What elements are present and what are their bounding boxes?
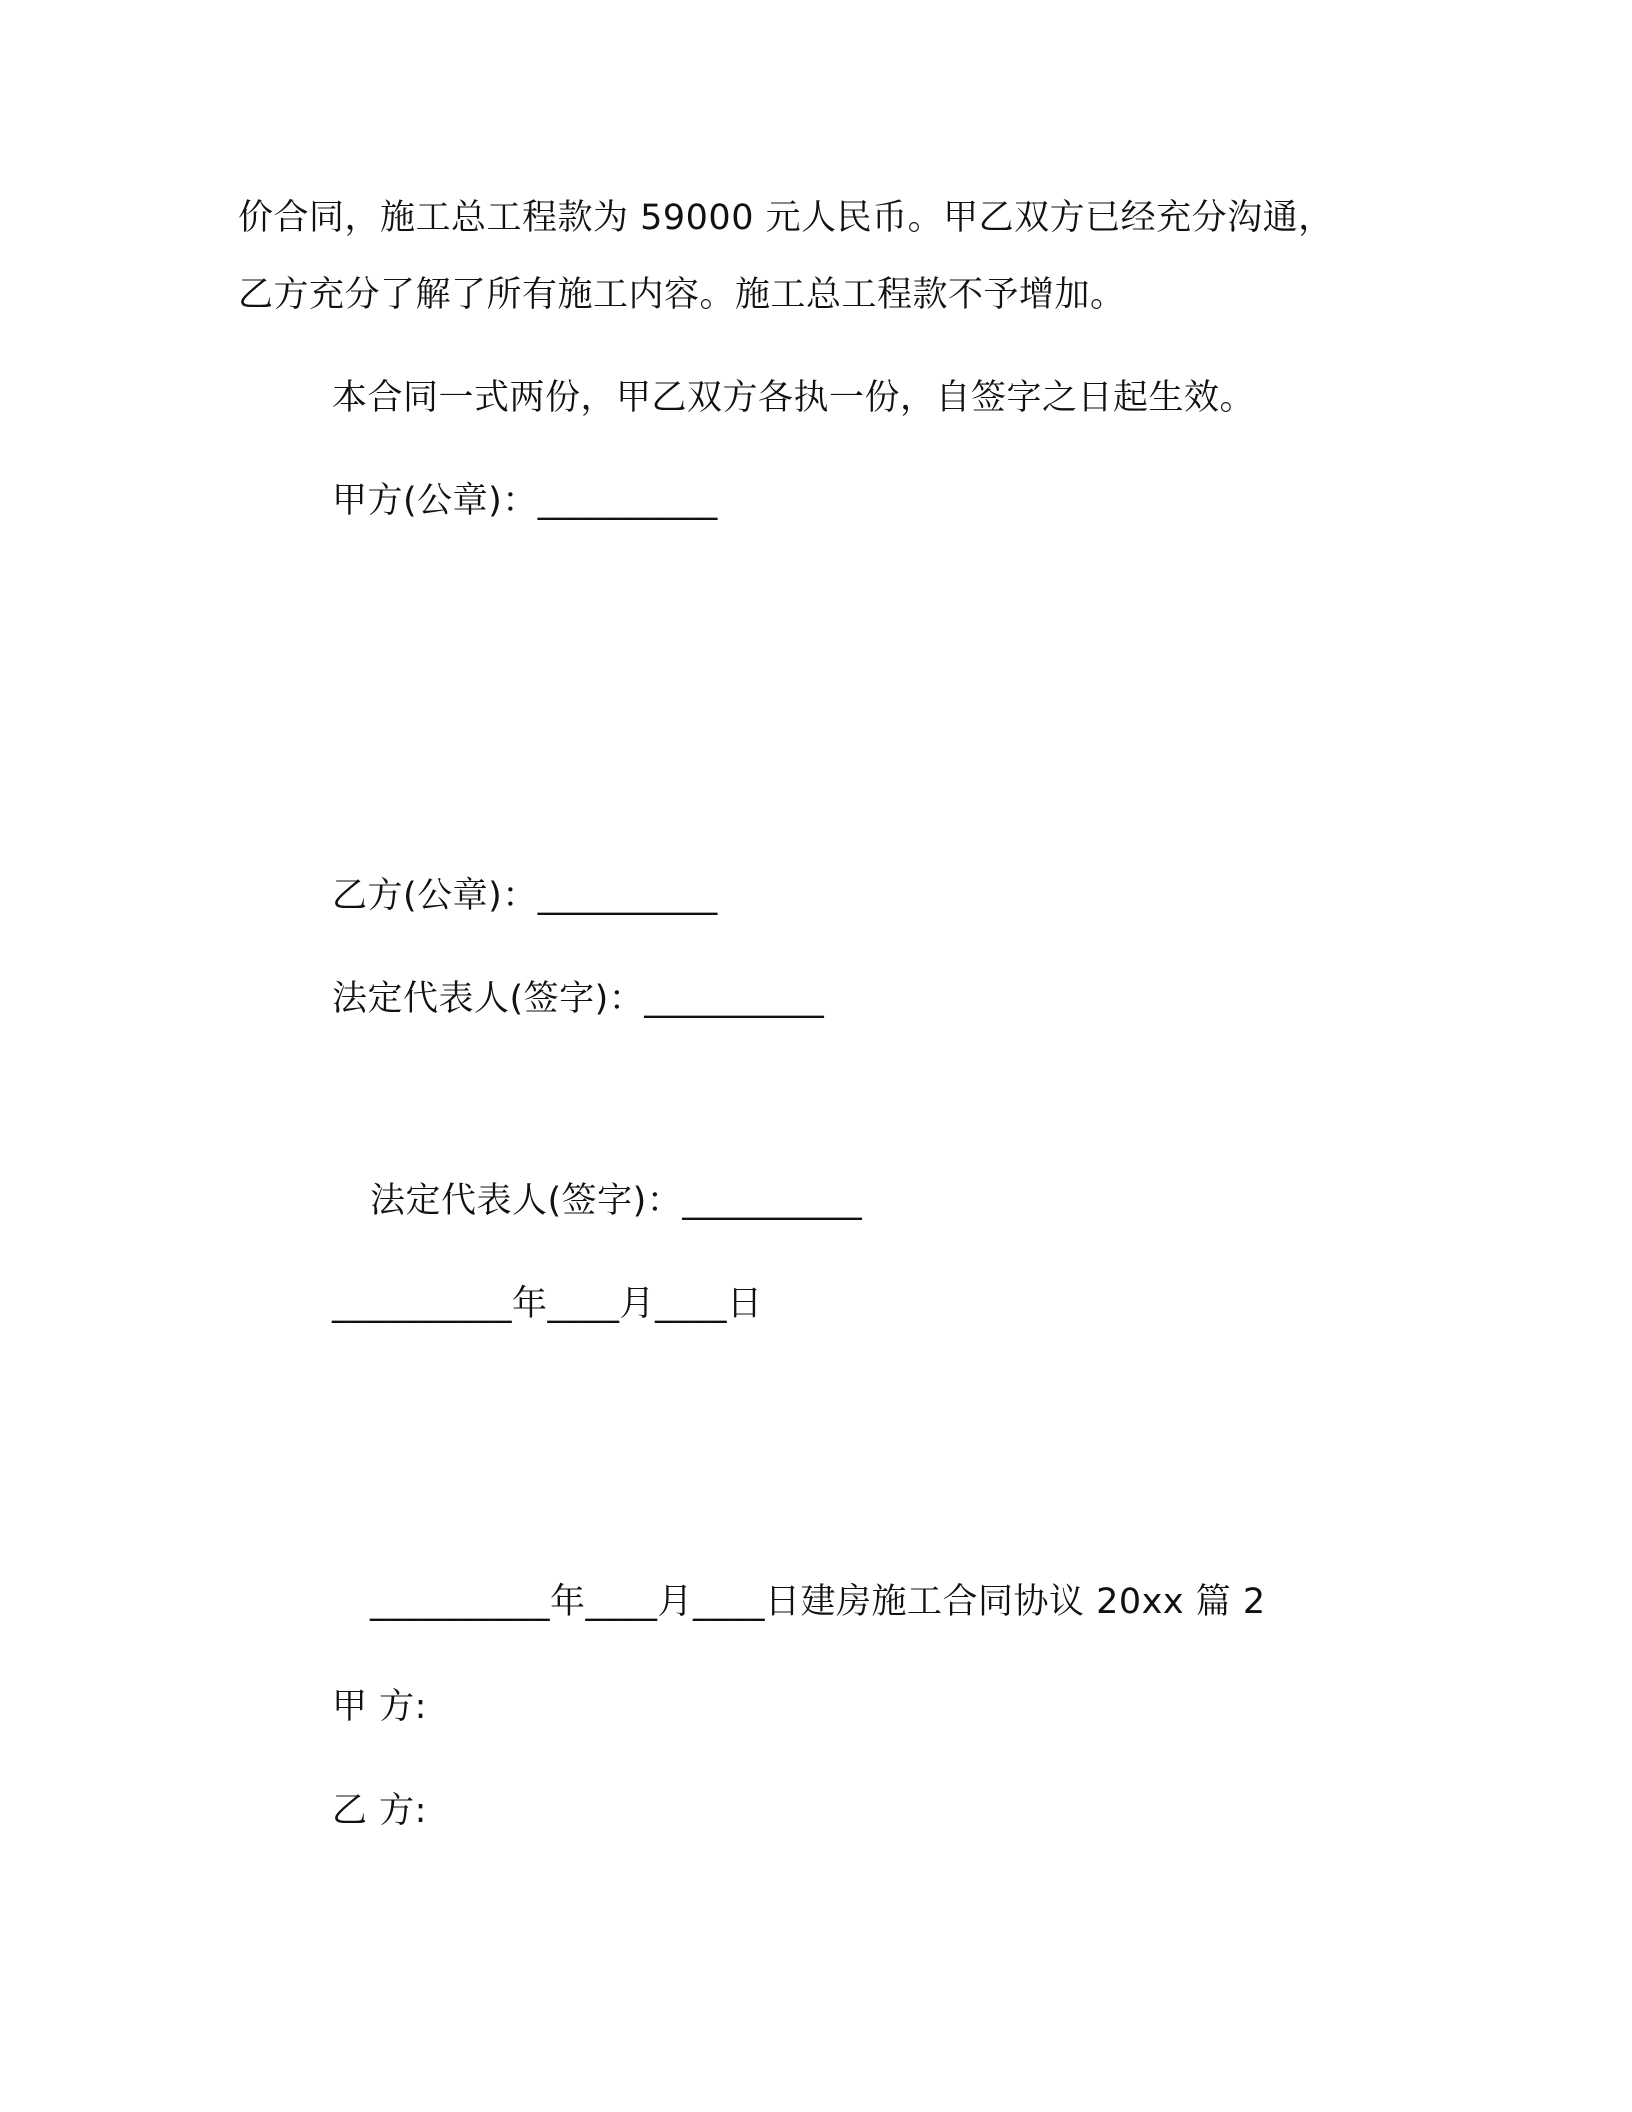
legal-representative-signature-line: 法定代表人(签字)：__________	[332, 979, 825, 1019]
party-a-label: 甲 方:	[332, 1687, 427, 1727]
body-text-line: 乙方充分了解了所有施工内容。施工总工程款不予增加。	[238, 275, 1126, 315]
legal-representative-signature-line: 法定代表人(签字)：__________	[370, 1181, 863, 1221]
party-b-seal-line: 乙方(公章)：__________	[332, 876, 718, 916]
section-heading: __________年____月____日建房施工合同协议 20xx 篇 2	[370, 1582, 1266, 1622]
party-a-seal-line: 甲方(公章)：__________	[332, 481, 718, 521]
body-text-line: 价合同，施工总工程款为 59000 元人民币。甲乙双方已经充分沟通，	[238, 198, 1334, 238]
body-text-line: 本合同一式两份，甲乙双方各执一份，自签字之日起生效。	[332, 378, 1256, 418]
party-b-label: 乙 方:	[332, 1791, 427, 1831]
date-line: __________年____月____日	[332, 1284, 763, 1324]
